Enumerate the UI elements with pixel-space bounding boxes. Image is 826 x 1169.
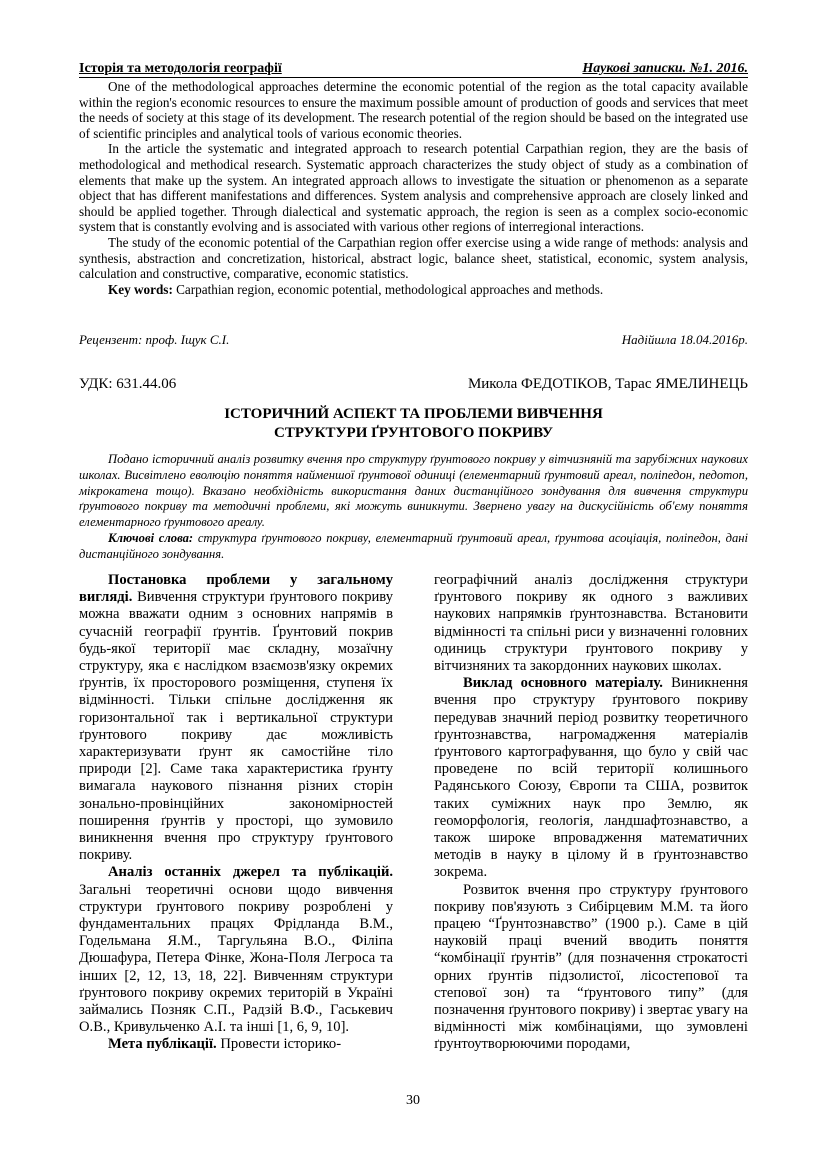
keywords-text: Carpathian region, economic potential, methodological approaches and methods. [172,281,604,297]
reviewer: Рецензент: проф. Іщук С.І. [79,332,230,347]
keywords-label: Key words: [108,281,173,297]
keywords-text-ua: структура ґрунтового покриву, елементарний ґрунтовий ареал, ґрунтова асоціація, поліпедон, дані дистанційного зондування. [79,530,749,561]
paragraph-text: Провести історико- [216,1036,342,1053]
right-column [434,572,748,1054]
ukrainian-keywords [79,531,748,563]
running-header [79,61,748,78]
purpose-continued: географічний аналіз дослідження структури ґрунтового покриву як одного з важливих наукових напрямків ґрунтознавства. Встановити відмінності та спільні риси у визначенні головних одиниць структури ґрунтового покриву у вітчизняних та закордонних наукових школах. [434,572,748,675]
title-line-2: СТРУКТУРИ ҐРУНТОВОГО ПОКРИВУ [274,425,553,441]
journal-issue: Наукові записки. №1. 2016. [582,61,748,76]
section-title: Історія та методологія географії [79,61,282,76]
article-title [79,405,748,443]
received-date: Надійшла 18.04.2016р. [621,332,748,347]
section-heading: Виклад основного матеріалу. [463,675,663,692]
paragraph-text: Виникнення вчення про структуру ґрунтового покриву передував значний період розвитку теоретичного ґрунтознавства, нагромадження матеріалів ґрунтового картографування, що було у свій час проведене по всій території колишнього Радянського Союзу, Європи та США, розвиток таких суміжних наук про Землю, як геоморфологія, геологія, ландшафтознавство, а також широке впровадження математичних методів в науку в цілому й в ґрунтознавство зокрема. [434,675,749,881]
english-abstract [79,79,748,297]
problem-statement [79,572,393,864]
review-line [79,332,748,348]
ukrainian-abstract [79,452,748,563]
literature-review [79,864,393,1036]
udc-code: УДК: 631.44.06 [79,376,177,392]
page-number: 30 [406,1093,420,1108]
main-material [434,675,748,881]
english-abstract-p2: In the article the systematic and integrated approach to research potential Carpathian region, they are the basis of methodological and methodical research. Systematic approach characterizes the study object of study as a combination of elements that make up the system. An integrated approach allows to investigate the situation or phenomenon as a separate object that has different manifestations and differences. System analysis and comprehensive approach are closely linked and should be applied together. Through dialectical and systematic approach, the region is seen as a complex socio-economic system that is constantly evolving and is associated with various other regions of interregional interactions. [79,141,748,235]
english-keywords [79,282,748,298]
authors: Микола ФЕДОТІКОВ, Тарас ЯМЕЛИНЕЦЬ [467,376,748,392]
title-line-1: ІСТОРИЧНИЙ АСПЕКТ ТА ПРОБЛЕМИ ВИВЧЕННЯ [224,406,603,422]
section-heading: Мета публікації. [108,1036,217,1053]
abstract-text: Подано історичний аналіз розвитку вчення про структуру ґрунтового покриву у вітчизняній та зарубіжних наукових школах. Висвітлено еволюцію поняття найменшої ґрунтової одиниці (елементарний ґрунтовий ареал, поліпедон, педотоп, мікрокатена тощо). Вказано необхідність використання даних дистанційного зондування для вивчення структури ґрунтового покриву та методичні проблеми, які можуть виникнути. Звернено увагу на дискусійність об'єму поняття елементарного ґрунтового ареалу. [79,452,748,530]
keywords-label-ua: Ключові слова: [108,530,194,545]
purpose [79,1036,393,1053]
english-abstract-p3: The study of the economic potential of the Carpathian region offer exercise using a wide range of methods: analysis and synthesis, abstraction and concretization, historical, abstract logic, balance sheet, statistical, economic, system analysis, calculation and constructive, comparative, economic statistics. [79,234,748,282]
left-column [79,572,393,1054]
section-heading: Аналіз останніх джерел та публікацій. [108,864,393,881]
paragraph-text: Загальні теоретичні основи щодо вивчення структури ґрунтового покриву розроблені у фундаментальних працях Фрідланда В.М., Годельмана Я.М., Таргульяна В.О., Філіпа Дюшафура, Петера Фінке, Жона-Поля Легроса та інших [2, 12, 13, 18, 22]. Вивченням структури ґрунтового покриву окремих територій в Україні займались Позняк С.П., Радзій В.Ф., Гаськевич О.В., Кривульченко А.І. та інші [1, 6, 9, 10]. [79,881,393,1036]
paragraph-text: Вивчення структури ґрунтового покриву можна вважати одним з основних напрямів в сучасній географії ґрунтів. Ґрунтовий покрив будь-якої території має складну, мозаїчну структуру, яка є наслідком взаємозв'язку окремих ґрунтів, їх просторового розміщення, ступеня їх відмінності. Тільки спільне дослідження як горизонтальної так і вертикальної структури ґрунтового покриву дає можливість характеризувати ґрунт як самостійне тіло природи [2]. Саме така характеристика ґрунту вимагала наукового пізнання різних сторін зонально-провінційних закономірностей поширення ґрунтів у просторі, що зумовило виникнення вчення про структуру ґрунтового покриву. [79,589,393,864]
history-paragraph: Розвиток вчення про структуру ґрунтового покриву пов'язують з Сибірцевим М.М. та його працею “Ґрунтознавство” (1900 р.). Саме в цій науковій праці вчений вводить поняття “комбінації ґрунтів” (для позначення строкатості орних ґрунтів підзолистої, лісостепової та степової зон) та “ґрунтового типу” (для позначення ґрунтового покриву) і звертає увагу на відмінності між комбінаціями, що зумовлені ґрунтоутворюючими породами, [434,881,748,1053]
section-heading: Постановка проблеми у загальному вигляді. [79,572,393,606]
english-abstract-p1: One of the methodological approaches determine the economic potential of the region as the total capacity available within the region's economic resources to ensure the maximum possible amount of production of goods and services that meet the needs of society at this stage of its development. The research potential of the region should be based on the integrated use of scientific principles and analytical tools of various economic theories. [79,79,748,141]
